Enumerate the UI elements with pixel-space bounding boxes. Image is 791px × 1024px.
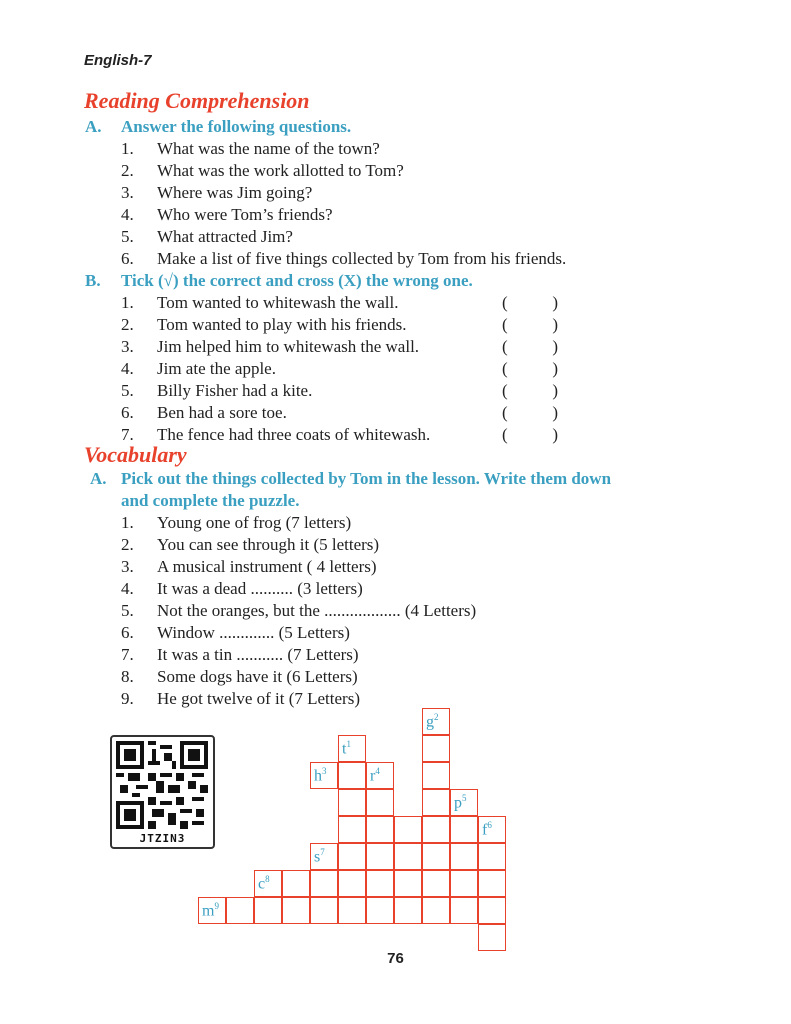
section-heading-line1: Pick out the things collected by Tom in the lesson. Write them down [121,469,612,488]
clue-start-4: $r^4$ [370,766,380,785]
crossword-cell[interactable] [422,735,450,762]
section-heading: Tick (√) the correct and cross (X) the wrong one. [121,271,473,290]
crossword-cell[interactable] [226,897,254,924]
reading-comprehension-title: Reading Comprehension [84,88,310,113]
list-item: 4. Who were Tom’s friends? [121,205,333,224]
clue-start-5: $p^5$ [454,793,467,812]
list-item: 4. It was a dead .......... (3 letters) [121,579,363,598]
list-item: 1. What was the name of the town? [121,139,380,158]
list-item: 1. Young one of frog (7 letters) [121,513,352,532]
section-heading: Answer the following questions. [121,117,352,136]
section-heading-line2: and complete the puzzle. [121,491,300,510]
list-item: 5. Not the oranges, but the .................. (4 Letters) [121,601,477,620]
crossword-cell[interactable] [310,870,338,897]
section-label: B. [85,271,101,290]
crossword-cell[interactable] [422,897,450,924]
crossword-cell[interactable] [338,762,366,789]
list-item: 1. Tom wanted to whitewash the wall. ( ) [121,293,558,312]
list-item: 2. Tom wanted to play with his friends. ( ) [121,315,558,334]
crossword-cell[interactable] [450,870,478,897]
crossword-cell[interactable] [338,870,366,897]
crossword-cell[interactable] [422,843,450,870]
crossword-cell[interactable] [478,897,506,924]
list-item: 3. Jim helped him to whitewash the wall. ( ) [121,337,558,356]
list-item: 2. You can see through it (5 letters) [121,535,380,554]
clue-start-6: $f^6$ [482,820,492,839]
crossword-cell[interactable] [478,924,506,951]
crossword-cell[interactable] [282,897,310,924]
crossword-cell[interactable] [366,870,394,897]
list-item: 6. Make a list of five things collected by Tom from his friends. [121,249,567,268]
clue-start-9: $m^9$ [202,901,219,920]
list-item: 7. The fence had three coats of whitewash. ( ) [121,425,558,444]
list-item: 4. Jim ate the apple. ( ) [121,359,558,378]
crossword-cell[interactable] [394,897,422,924]
crossword-cell[interactable] [338,816,366,843]
clue-start-3: $h^3$ [314,766,327,785]
crossword-cell[interactable] [338,789,366,816]
qr-code-label: JTZIN3 [139,832,186,845]
crossword-cell[interactable] [422,870,450,897]
crossword-cell[interactable] [394,843,422,870]
crossword-cell[interactable] [478,870,506,897]
crossword-cell[interactable] [478,843,506,870]
crossword-cell[interactable] [366,897,394,924]
list-item: 3. Where was Jim going? [121,183,313,202]
crossword-cell[interactable] [450,816,478,843]
crossword-cell[interactable] [366,816,394,843]
crossword-cell[interactable] [282,870,310,897]
crossword-cell[interactable] [450,843,478,870]
list-item: 5. What attracted Jim? [121,227,293,246]
book-title: English-7 [84,52,152,69]
crossword-cell[interactable] [366,789,394,816]
crossword-cell[interactable] [422,789,450,816]
list-item: 5. Billy Fisher had a kite. ( ) [121,381,558,400]
clue-start-2: $g^2$ [426,712,439,731]
crossword-cell[interactable] [450,897,478,924]
vocabulary-title: Vocabulary [84,442,187,467]
list-item: 3. A musical instrument ( 4 letters) [121,557,377,576]
list-item: 8. Some dogs have it (6 Letters) [121,667,358,686]
page-number: 76 [387,950,404,967]
clue-start-8: $c^8$ [258,874,270,893]
crossword-cell[interactable] [394,816,422,843]
section-label: A. [90,469,107,488]
section-label: A. [85,117,102,136]
list-item: 2. What was the work allotted to Tom? [121,161,404,180]
crossword-cell[interactable] [338,843,366,870]
crossword-cell[interactable] [310,897,338,924]
list-item: 6. Window ............. (5 Letters) [121,623,350,642]
list-item: 6. Ben had a sore toe. ( ) [121,403,558,422]
crossword-cell[interactable] [422,816,450,843]
crossword-cell[interactable] [394,870,422,897]
list-item: 7. It was a tin ........... (7 Letters) [121,645,359,664]
crossword-cell[interactable] [422,762,450,789]
list-item: 9. He got twelve of it (7 Letters) [121,689,360,708]
crossword-cell[interactable] [254,897,282,924]
crossword-cell[interactable] [338,897,366,924]
crossword-cell[interactable] [366,843,394,870]
clue-start-7: $s^7$ [314,847,325,866]
clue-start-1: $t^1$ [342,739,351,758]
